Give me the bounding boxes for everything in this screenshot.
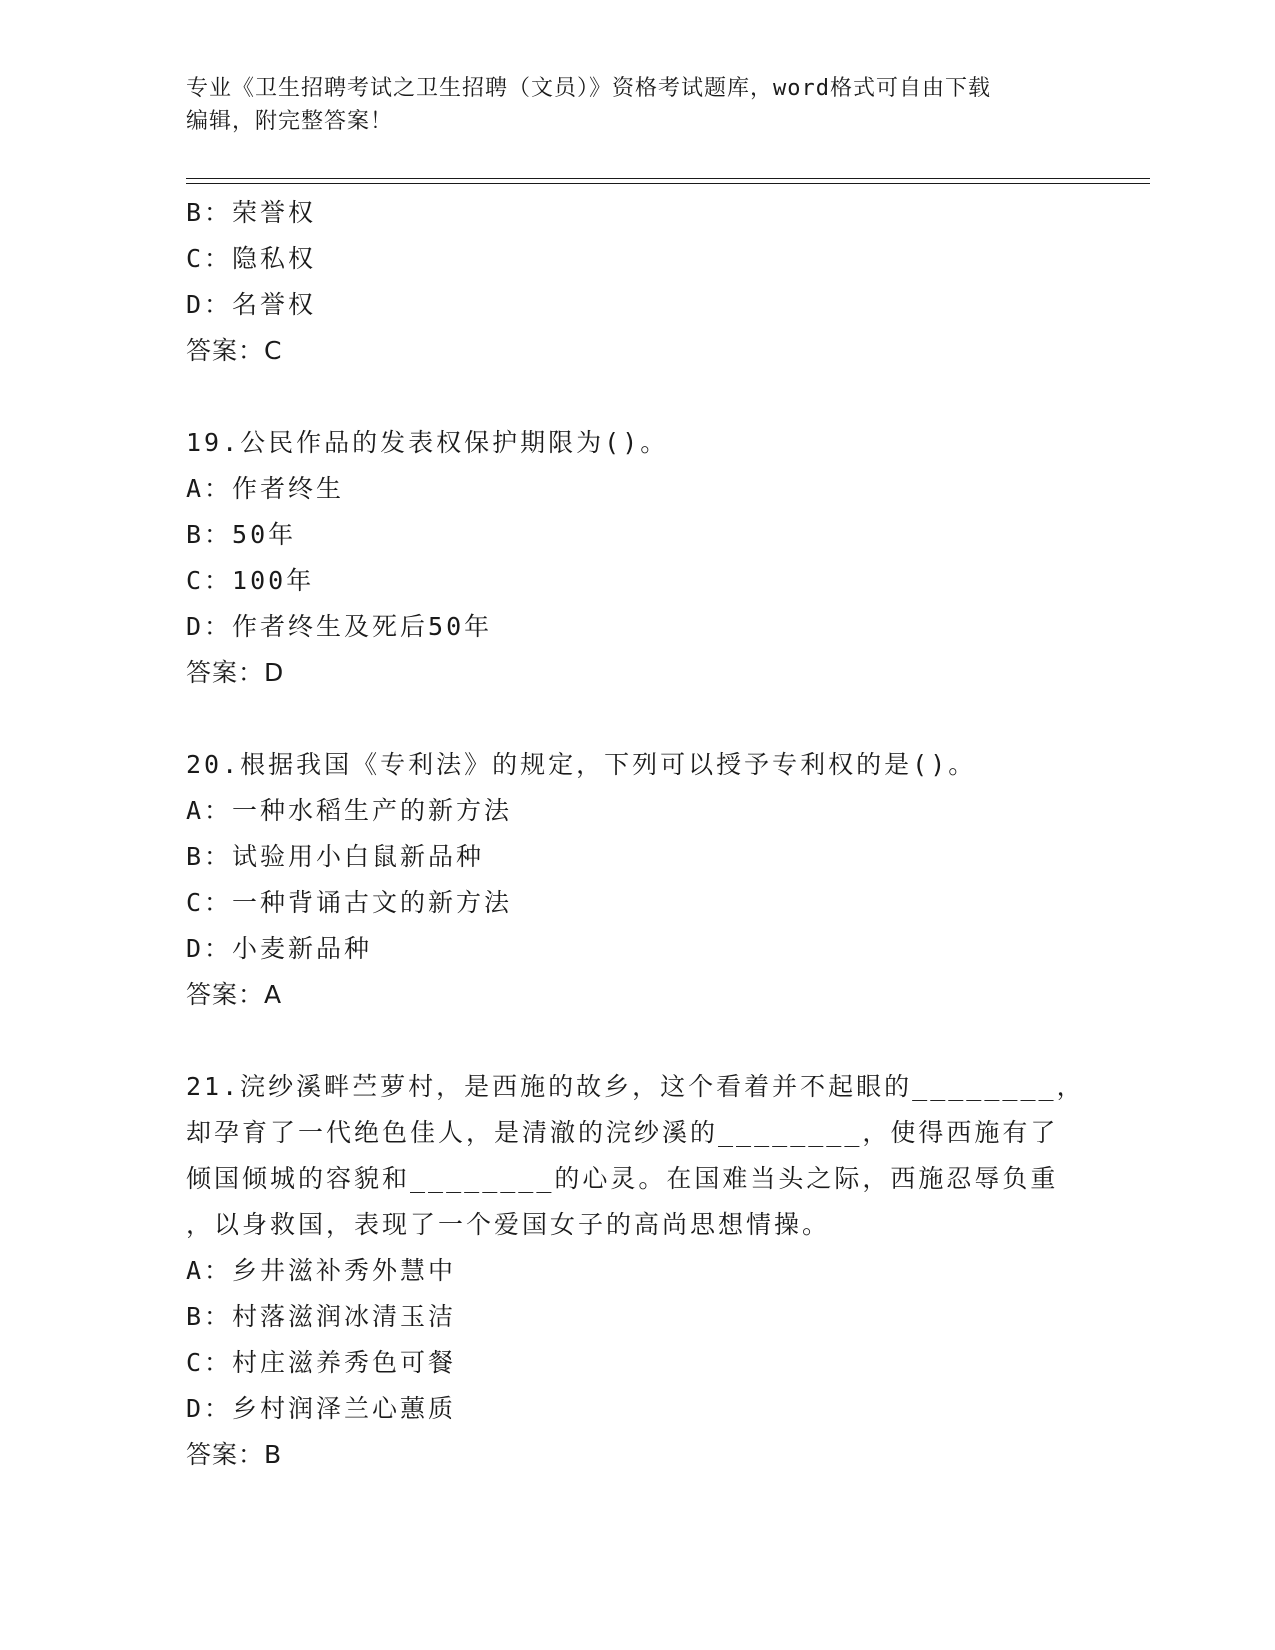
question-stem: 20.根据我国《专利法》的规定，下列可以授予专利权的是()。: [186, 750, 977, 779]
question-20: [186, 742, 1086, 1018]
answer: 答案：A: [186, 980, 283, 1009]
option-d: D：名誉权: [186, 290, 317, 319]
question-21: [186, 1064, 1086, 1478]
header-line-1: 专业《卫生招聘考试之卫生招聘（文员）》资格考试题库，word格式可自由下载: [186, 76, 991, 101]
option-b: B：试验用小白鼠新品种: [186, 842, 485, 871]
spacer: [186, 374, 1086, 420]
question-stem-line-1: 21.浣纱溪畔苎萝村，是西施的故乡，这个看着并不起眼的________，: [186, 1072, 1085, 1101]
header-rule-bottom: [186, 183, 1150, 184]
question-18: [186, 190, 1086, 374]
option-c: C：一种背诵古文的新方法: [186, 888, 513, 917]
spacer: [186, 696, 1086, 742]
option-c: C：隐私权: [186, 244, 317, 273]
option-d: D：乡村润泽兰心蕙质: [186, 1394, 457, 1423]
header-line-2: 编辑，附完整答案！: [186, 109, 394, 134]
answer: 答案：C: [186, 336, 283, 365]
option-d: D：小麦新品种: [186, 934, 373, 963]
header-rule-top: [186, 178, 1150, 179]
question-list: [186, 190, 1086, 1478]
option-c: C：村庄滋养秀色可餐: [186, 1348, 457, 1377]
question-stem-line-4: ，以身救国，表现了一个爱国女子的高尚思想情操。: [186, 1210, 831, 1239]
question-19: [186, 420, 1086, 696]
option-a: A：一种水稻生产的新方法: [186, 796, 513, 825]
document-header: [186, 72, 1086, 138]
option-b: B：荣誉权: [186, 198, 317, 227]
question-stem-line-2: 却孕育了一代绝色佳人，是清澈的浣纱溪的________，使得西施有了: [186, 1118, 1059, 1147]
option-a: A：乡井滋补秀外慧中: [186, 1256, 457, 1285]
spacer: [186, 1018, 1086, 1064]
option-a: A：作者终生: [186, 474, 345, 503]
option-b: B：村落滋润冰清玉洁: [186, 1302, 457, 1331]
option-b: B：50年: [186, 520, 297, 549]
answer: 答案：D: [186, 658, 285, 687]
question-stem: 19.公民作品的发表权保护期限为()。: [186, 428, 669, 457]
option-c: C：100年: [186, 566, 315, 595]
question-stem-line-3: 倾国倾城的容貌和________的心灵。在国难当头之际，西施忍辱负重: [186, 1164, 1059, 1193]
option-d: D：作者终生及死后50年: [186, 612, 493, 641]
answer: 答案：B: [186, 1440, 283, 1469]
